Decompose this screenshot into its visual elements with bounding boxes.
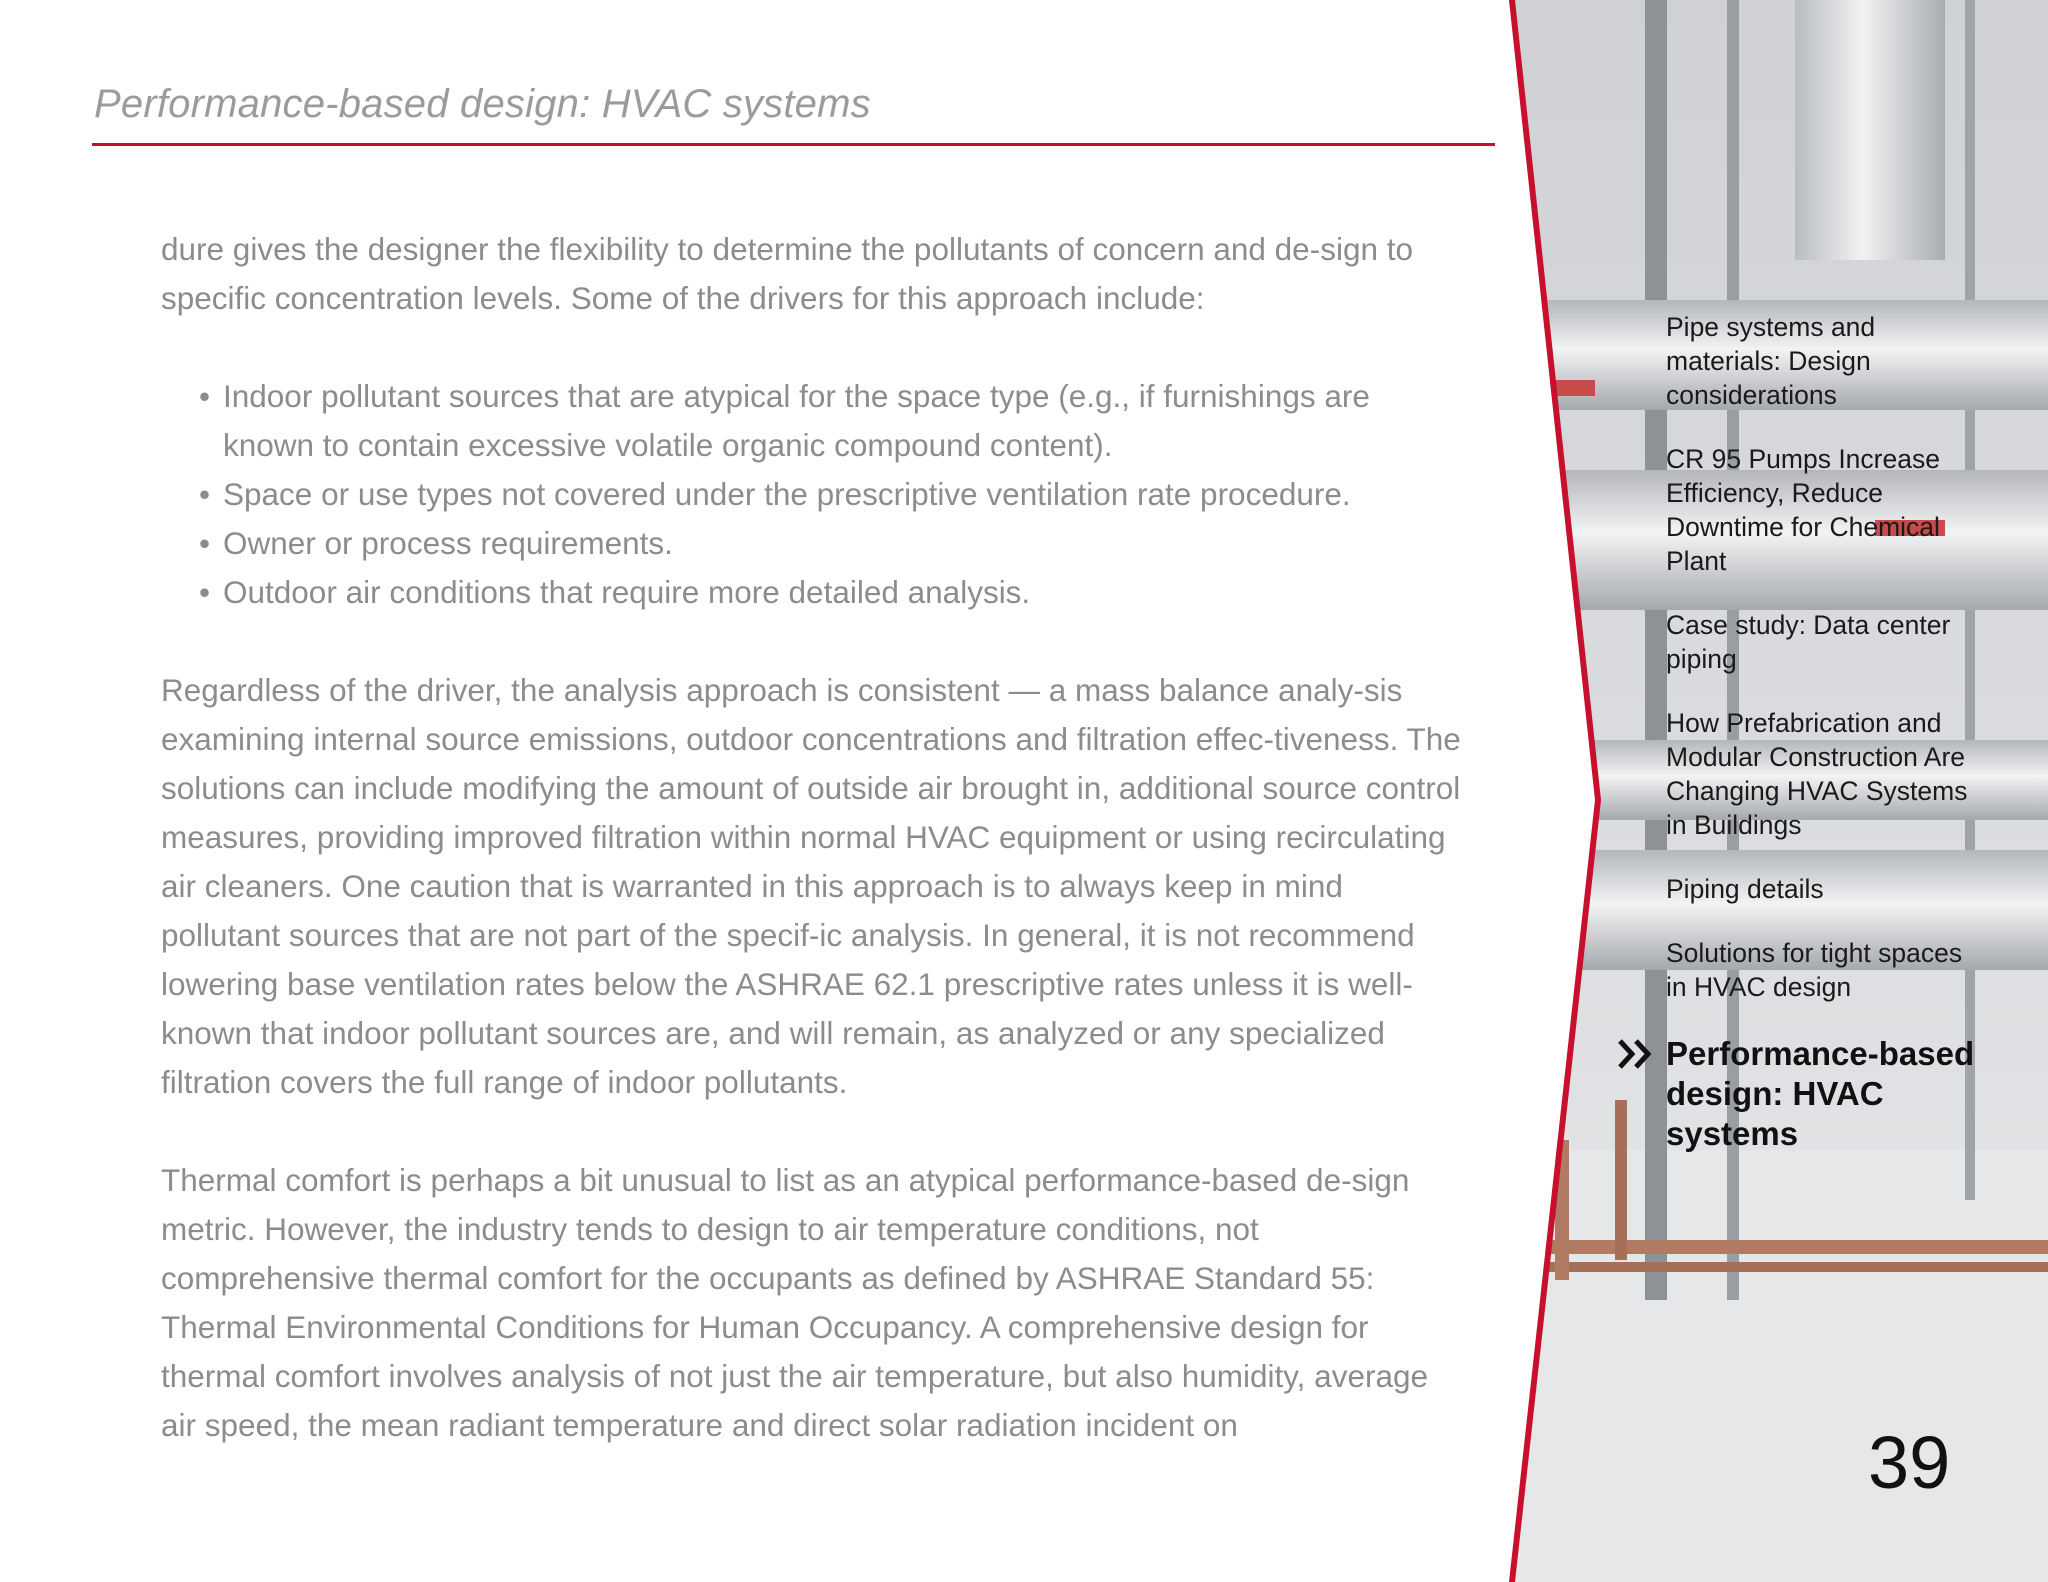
list-item xyxy=(199,470,1461,519)
nav-item-piping-details[interactable]: Piping details xyxy=(1666,874,1824,904)
analysis-paragraph: Regardless of the driver, the analysis approach is consistent — a mass balance analy-sis examining internal source emissions, outdoor concentrations and filtration effec-tiveness. The solutions can include modifying the amount of outside air brought in, additional source control measures, providing improved filtration within normal HVAC equipment or using recirculating air cleaners. One caution that is warranted in this approach is to always keep in mind pollutant sources that are not part of the specif-ic analysis. In general, it is not recommend lowering base ventilation rates below the ASHRAE 62.1 prescriptive rates unless it is well-known that indoor pollutant sources are, and will remain, as analyzed or any specialized filtration covers the full range of indoor pollutants. xyxy=(161,672,1461,1100)
nav-item-performance-based-design[interactable] xyxy=(1666,1034,1986,1154)
nav-item-label: Performance-based design: HVAC systems xyxy=(1666,1035,1975,1152)
nav-item-data-center-piping[interactable]: Case study: Data center piping xyxy=(1666,610,1951,674)
list-item-text: Outdoor air conditions that require more detailed analysis. xyxy=(223,574,1031,610)
bullet-icon: • xyxy=(199,476,211,512)
nav-item-cr95-pumps[interactable]: CR 95 Pumps Increase Efficiency, Reduce Downtime for Chemical Plant xyxy=(1666,444,1940,576)
section-nav xyxy=(1666,310,1986,1184)
title-divider xyxy=(92,143,1496,146)
nav-item-prefabrication[interactable]: How Prefabrication and Modular Construction Are Changing HVAC Systems in Buildings xyxy=(1666,708,1968,840)
list-item xyxy=(199,519,1461,568)
list-item-text: Space or use types not covered under the prescriptive ventilation rate procedure. xyxy=(223,476,1351,512)
double-chevron-right-icon xyxy=(1616,1038,1656,1070)
nav-item-pipe-systems[interactable]: Pipe systems and materials: Design considerations xyxy=(1666,312,1876,410)
bullet-icon: • xyxy=(199,574,211,610)
page-number: 39 xyxy=(1868,1421,1951,1504)
nav-item-tight-spaces[interactable]: Solutions for tight spaces in HVAC design xyxy=(1666,938,1963,1002)
driver-list xyxy=(161,372,1461,617)
list-item-text: Indoor pollutant sources that are atypical for the space type (e.g., if furnishings are known to contain excessive volatile organic compound content). xyxy=(223,378,1370,463)
intro-paragraph: dure gives the designer the flexibility to determine the pollutants of concern and de-sign to specific concentration levels. Some of the drivers for this approach include: xyxy=(161,231,1414,316)
list-item xyxy=(199,568,1461,617)
thermal-comfort-paragraph: Thermal comfort is perhaps a bit unusual to list as an atypical performance-based de-sign metric. However, the industry tends to design to air temperature conditions, not comprehensive thermal comfort for the occupants as defined by ASHRAE Standard 55: Thermal Environmental Conditions for Human Occupancy. A comprehensive design for thermal comfort involves analysis of not just the air temperature, but also humidity, average air speed, the mean radiant temperature and direct solar radiation incident on xyxy=(161,1162,1429,1443)
bullet-icon: • xyxy=(199,525,211,561)
article-body xyxy=(161,225,1461,1450)
list-item xyxy=(199,372,1461,470)
bullet-icon: • xyxy=(199,378,211,414)
list-item-text: Owner or process requirements. xyxy=(223,525,673,561)
page-title: Performance-based design: HVAC systems xyxy=(94,82,871,126)
